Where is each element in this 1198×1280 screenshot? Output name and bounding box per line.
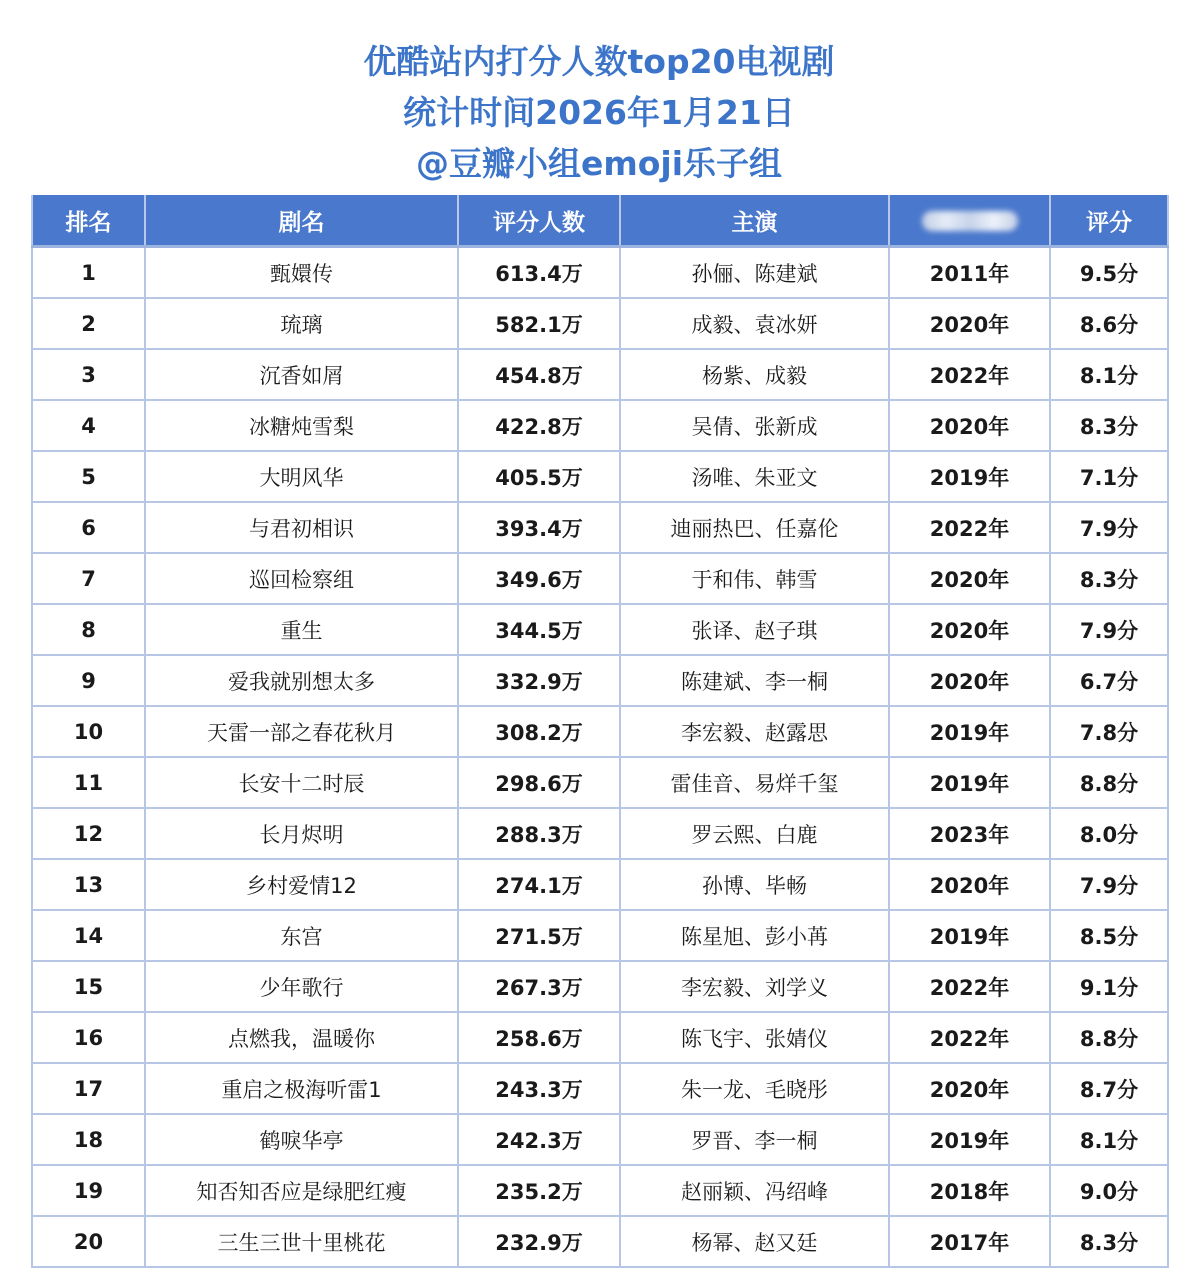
cell-drama-name: 乡村爱情12 <box>145 859 458 910</box>
cell-rating-count: 349.6万 <box>458 553 620 604</box>
blurred-header-text <box>922 211 1018 231</box>
cell-rating-count: 454.8万 <box>458 349 620 400</box>
cell-score: 8.0分 <box>1050 808 1168 859</box>
cell-rating-count: 308.2万 <box>458 706 620 757</box>
cell-drama-name: 琉璃 <box>145 298 458 349</box>
cell-cast: 张译、赵子琪 <box>620 604 889 655</box>
cell-score: 7.9分 <box>1050 604 1168 655</box>
cell-year: 2019年 <box>889 451 1050 502</box>
cell-year: 2020年 <box>889 553 1050 604</box>
table-row <box>32 961 1168 1012</box>
table-body <box>32 247 1168 1268</box>
cell-cast: 迪丽热巴、任嘉伦 <box>620 502 889 553</box>
cell-rank: 19 <box>32 1165 145 1216</box>
cell-year: 2022年 <box>889 961 1050 1012</box>
cell-rating-count: 258.6万 <box>458 1012 620 1063</box>
cell-cast: 朱一龙、毛晓彤 <box>620 1063 889 1114</box>
header-name: 剧名 <box>145 195 458 247</box>
cell-score: 7.9分 <box>1050 502 1168 553</box>
cell-drama-name: 重生 <box>145 604 458 655</box>
cell-score: 9.1分 <box>1050 961 1168 1012</box>
cell-rank: 8 <box>32 604 145 655</box>
cell-cast: 罗云熙、白鹿 <box>620 808 889 859</box>
cell-drama-name: 甄嬛传 <box>145 247 458 299</box>
cell-cast: 吴倩、张新成 <box>620 400 889 451</box>
table-row <box>32 910 1168 961</box>
cell-drama-name: 知否知否应是绿肥红瘦 <box>145 1165 458 1216</box>
table-row <box>32 451 1168 502</box>
table-row <box>32 1012 1168 1063</box>
cell-drama-name: 点燃我，温暖你 <box>145 1012 458 1063</box>
cell-rating-count: 232.9万 <box>458 1216 620 1267</box>
cell-score: 8.1分 <box>1050 349 1168 400</box>
cell-year: 2020年 <box>889 1063 1050 1114</box>
cell-drama-name: 天雷一部之春花秋月 <box>145 706 458 757</box>
cell-year: 2023年 <box>889 808 1050 859</box>
cell-score: 8.6分 <box>1050 298 1168 349</box>
table-row <box>32 655 1168 706</box>
cell-score: 6.7分 <box>1050 655 1168 706</box>
table-row <box>32 553 1168 604</box>
cell-year: 2020年 <box>889 400 1050 451</box>
cell-cast: 李宏毅、刘学义 <box>620 961 889 1012</box>
title-date: 统计时间2026年1月21日 <box>403 93 795 132</box>
header-count: 评分人数 <box>458 195 620 247</box>
cell-year: 2020年 <box>889 655 1050 706</box>
cell-rank: 9 <box>32 655 145 706</box>
cell-rating-count: 613.4万 <box>458 247 620 299</box>
cell-rating-count: 332.9万 <box>458 655 620 706</box>
cell-rating-count: 235.2万 <box>458 1165 620 1216</box>
cell-score: 7.8分 <box>1050 706 1168 757</box>
cell-score: 8.5分 <box>1050 910 1168 961</box>
table-row <box>32 604 1168 655</box>
table-header <box>32 195 1168 247</box>
cell-rating-count: 393.4万 <box>458 502 620 553</box>
cell-rank: 3 <box>32 349 145 400</box>
cell-year: 2020年 <box>889 859 1050 910</box>
cell-drama-name: 长月烬明 <box>145 808 458 859</box>
cell-score: 8.3分 <box>1050 553 1168 604</box>
cell-year: 2020年 <box>889 298 1050 349</box>
cell-drama-name: 爱我就别想太多 <box>145 655 458 706</box>
cell-score: 8.3分 <box>1050 1216 1168 1267</box>
table-row <box>32 808 1168 859</box>
cell-year: 2022年 <box>889 1012 1050 1063</box>
table-row <box>32 706 1168 757</box>
cell-rating-count: 288.3万 <box>458 808 620 859</box>
cell-cast: 成毅、袁冰妍 <box>620 298 889 349</box>
cell-rating-count: 582.1万 <box>458 298 620 349</box>
cell-score: 9.5分 <box>1050 247 1168 299</box>
header-rank: 排名 <box>32 195 145 247</box>
cell-cast: 孙俪、陈建斌 <box>620 247 889 299</box>
cell-cast: 孙博、毕畅 <box>620 859 889 910</box>
cell-score: 9.0分 <box>1050 1165 1168 1216</box>
cell-cast: 李宏毅、赵露思 <box>620 706 889 757</box>
table-row <box>32 400 1168 451</box>
cell-rank: 20 <box>32 1216 145 1267</box>
table-row <box>32 1216 1168 1267</box>
cell-cast: 罗晋、李一桐 <box>620 1114 889 1165</box>
cell-year: 2018年 <box>889 1165 1050 1216</box>
cell-rank: 14 <box>32 910 145 961</box>
cell-score: 7.9分 <box>1050 859 1168 910</box>
cell-rank: 11 <box>32 757 145 808</box>
cell-rank: 18 <box>32 1114 145 1165</box>
cell-rank: 6 <box>32 502 145 553</box>
cell-year: 2019年 <box>889 1114 1050 1165</box>
cell-rank: 17 <box>32 1063 145 1114</box>
cell-rating-count: 422.8万 <box>458 400 620 451</box>
cell-cast: 于和伟、韩雪 <box>620 553 889 604</box>
cell-drama-name: 鹤唳华亭 <box>145 1114 458 1165</box>
cell-rank: 1 <box>32 247 145 299</box>
cell-cast: 雷佳音、易烊千玺 <box>620 757 889 808</box>
cell-drama-name: 大明风华 <box>145 451 458 502</box>
cell-score: 8.3分 <box>1050 400 1168 451</box>
cell-cast: 杨紫、成毅 <box>620 349 889 400</box>
table-row <box>32 247 1168 299</box>
cell-rating-count: 267.3万 <box>458 961 620 1012</box>
cell-drama-name: 沉香如屑 <box>145 349 458 400</box>
table-row <box>32 502 1168 553</box>
cell-year: 2011年 <box>889 247 1050 299</box>
cell-year: 2020年 <box>889 604 1050 655</box>
cell-cast: 杨幂、赵又廷 <box>620 1216 889 1267</box>
cell-cast: 陈飞宇、张婧仪 <box>620 1012 889 1063</box>
cell-rank: 2 <box>32 298 145 349</box>
title-block <box>0 36 1198 189</box>
cell-rank: 13 <box>32 859 145 910</box>
cell-year: 2022年 <box>889 349 1050 400</box>
cell-rank: 12 <box>32 808 145 859</box>
header-hidden-column <box>889 195 1050 247</box>
cell-score: 7.1分 <box>1050 451 1168 502</box>
table-row <box>32 1114 1168 1165</box>
ranking-table <box>31 195 1169 1268</box>
table-row <box>32 859 1168 910</box>
cell-rating-count: 243.3万 <box>458 1063 620 1114</box>
table-row <box>32 757 1168 808</box>
cell-rank: 10 <box>32 706 145 757</box>
cell-rating-count: 298.6万 <box>458 757 620 808</box>
cell-cast: 陈建斌、李一桐 <box>620 655 889 706</box>
cell-drama-name: 三生三世十里桃花 <box>145 1216 458 1267</box>
table-row <box>32 1165 1168 1216</box>
cell-rank: 5 <box>32 451 145 502</box>
cell-drama-name: 少年歌行 <box>145 961 458 1012</box>
cell-drama-name: 长安十二时辰 <box>145 757 458 808</box>
cell-drama-name: 重启之极海听雷1 <box>145 1063 458 1114</box>
cell-cast: 汤唯、朱亚文 <box>620 451 889 502</box>
header-score: 评分 <box>1050 195 1168 247</box>
cell-drama-name: 东宫 <box>145 910 458 961</box>
cell-year: 2017年 <box>889 1216 1050 1267</box>
cell-cast: 赵丽颖、冯绍峰 <box>620 1165 889 1216</box>
title-source: @豆瓣小组emoji乐子组 <box>415 144 783 183</box>
cell-rating-count: 271.5万 <box>458 910 620 961</box>
cell-rating-count: 242.3万 <box>458 1114 620 1165</box>
cell-rank: 4 <box>32 400 145 451</box>
cell-rating-count: 405.5万 <box>458 451 620 502</box>
cell-score: 8.8分 <box>1050 757 1168 808</box>
table-row <box>32 1063 1168 1114</box>
cell-score: 8.1分 <box>1050 1114 1168 1165</box>
cell-cast: 陈星旭、彭小苒 <box>620 910 889 961</box>
cell-year: 2022年 <box>889 502 1050 553</box>
cell-drama-name: 与君初相识 <box>145 502 458 553</box>
header-row <box>32 195 1168 247</box>
header-cast: 主演 <box>620 195 889 247</box>
cell-year: 2019年 <box>889 757 1050 808</box>
cell-rating-count: 344.5万 <box>458 604 620 655</box>
cell-rating-count: 274.1万 <box>458 859 620 910</box>
table-row <box>32 349 1168 400</box>
cell-score: 8.8分 <box>1050 1012 1168 1063</box>
cell-drama-name: 巡回检察组 <box>145 553 458 604</box>
table-row <box>32 298 1168 349</box>
cell-rank: 7 <box>32 553 145 604</box>
cell-year: 2019年 <box>889 706 1050 757</box>
cell-score: 8.7分 <box>1050 1063 1168 1114</box>
cell-drama-name: 冰糖炖雪梨 <box>145 400 458 451</box>
cell-rank: 16 <box>32 1012 145 1063</box>
cell-rank: 15 <box>32 961 145 1012</box>
title-main: 优酷站内打分人数top20电视剧 <box>363 42 835 81</box>
cell-year: 2019年 <box>889 910 1050 961</box>
